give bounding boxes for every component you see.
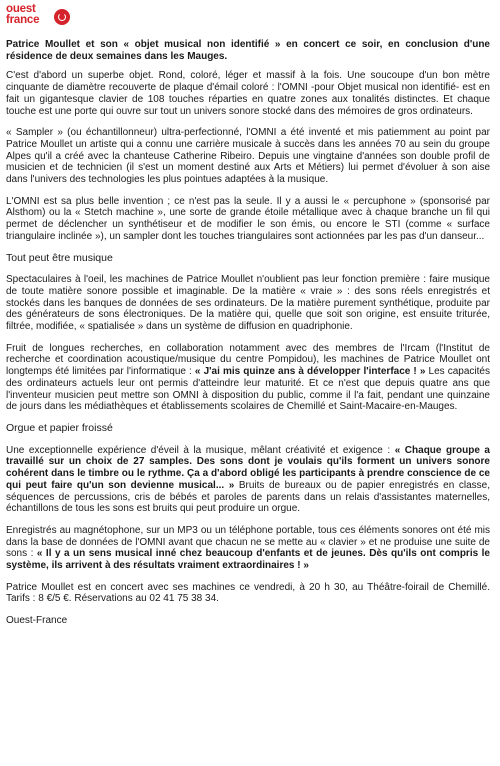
paragraph-5-text-end: Les capacités des ordinateurs actuels leur ont permis d'atteindre leur maturité. Et ce n'est que depuis quatre ans que l'inventeur musicien peut mettre son OMNI à disposition du public, comme il l'a fait, pendant une quinzaine de jours dans les médiathèques et établissements scolaires de Chemillé et Saint-Macaire-en-Mauges. — [6, 366, 490, 413]
paragraph-3: L'OMNI est sa plus belle invention ; ce n'est pas la seule. Il y a aussi le « percuphone » (sponsorisé par Alsthom) ou la « Stetch machine », une sorte de grande étoile métallique avec à chaque branche un fil qui permet de déclencher un synthétiseur et de modifier le son émis, ou encore le STI (comme « surface triangulaire inclinée »), un sampler dont les touches triangulaires sont actionnées par les pas d'un danseur... — [6, 195, 490, 242]
article-lead: Patrice Moullet et son « objet musical non identifié » en concert ce soir, en conclusion d'une résidence de deux semaines dans les Mauges. — [6, 39, 490, 62]
paragraph-6-text-end: Bruits de bureaux ou de papier enregistrés en classe, séquences de percussions, cris de bébés et paroles de parents dans un relais d'assistantes maternelles, échantillons de tous les sons est bruits qui peut produire un orgue. — [6, 479, 490, 515]
concert-info: Patrice Moullet est en concert avec ses machines ce vendredi, à 20 h 30, au Théâtre-foirail de Chemillé. Tarifs : 8 €/5 €. Réservations au 02 41 75 38 34. — [6, 581, 490, 605]
paragraph-5-text: Fruit de longues recherches, en collaboration notamment avec des membres de l'Ircam (l'Institut de recherche et coordination acoustique/musique du centre Pompidou), les machines de Patrice Moullet ont longtemps été limitées par l'informatique : — [6, 342, 490, 378]
article-source: Ouest-France — [6, 615, 68, 627]
paragraph-1: C'est d'abord un superbe objet. Rond, coloré, léger et massif à la fois. Une soucoupe d'un bon mètre cinquante de diamètre recouverte de plaque d'émail coloré : l'OMNI -pour Objet musical non identifié- est en fait un gigantesque clavier de 108 touches réparties en quatre zones aux tonalités distinctes. Et chaque touche est une porte qui ouvre sur tout un univers sonore stocké dans des mémoires de gros ordinateurs. — [6, 70, 490, 117]
paragraph-5-quote: « J'ai mis quinze ans à développer l'interface ! » — [194, 366, 426, 378]
paragraph-5 — [6, 343, 490, 413]
paragraph-7-quote: « Il y a un sens musical inné chez beaucoup d'enfants et de jeunes. Dès qu'ils ont compris le système, ils arrivent à des résultats vraiment extraordinaires ! » — [6, 548, 490, 572]
ouest-france-logo — [6, 3, 70, 33]
logo-word-ouest: ouest — [6, 3, 36, 15]
subheading-orgue-et-papier: Orgue et papier froissé — [6, 421, 113, 434]
paragraph-6 — [6, 445, 490, 515]
article-body — [6, 39, 490, 637]
paragraph-7 — [6, 525, 490, 572]
paragraph-7-text: Enregistrés au magnétophone, sur un MP3 ou un téléphone portable, tous ces éléments sonores ont été mis dans la base de données de l'OMNI avant que chacun ne se mette au « clavier » et ne produise une suite de sons : — [6, 524, 490, 560]
logo-circle-icon — [54, 9, 70, 25]
paragraph-2: « Sampler » (ou échantillonneur) ultra-perfectionné, l'OMNI a été inventé et mis patiemment au point par Patrice Moullet un artiste qui a connu une carrière musicale à succès dans les années 70 au sein du groupe Alpes qu'il a créé avec la chanteuse Catherine Ribeiro. Depuis une vingtaine d'années son double profil de musicien et de technicien (il s'est un moment destiné aux Arts et Métiers) lui permet d'évoluer à son aise dans l'univers des technologies les plus pointues adaptées à la musique. — [6, 127, 490, 186]
paragraph-4: Spectaculaires à l'oeil, les machines de Patrice Moullet n'oublient pas leur fonction première : faire musique de toute matière sonore possible et imaginable. De la matière « vraie » : des sons réels enregistrés et stockés dans les banques de données de ses ordinateurs. De la matière purement synthétique, produite par des générateurs de sons électroniques. De la matière qui, quelle que soit son origine, est ensuite triturée, filtrée, modifiée, « spatialisée » dans un système de diffusion en quadriphonie. — [6, 274, 490, 333]
paragraph-6-text: Une exceptionnelle expérience d'éveil à la musique, mêlant créativité et exigence : — [6, 444, 395, 456]
logo-word-france: france — [6, 14, 40, 26]
paragraph-6-quote: « Chaque groupe a travaillé sur un choix de 27 samples. Des sons dont je voulais qu'ils forment un univers sonore cohérent dans le timbre ou le rythme. Ça a d'abord obligé les participants à prendre conscience de ce qui peut faire qu'un son devienne musical... » — [6, 444, 490, 491]
subheading-tout-peut-etre-musique: Tout peut être musique — [6, 251, 113, 264]
